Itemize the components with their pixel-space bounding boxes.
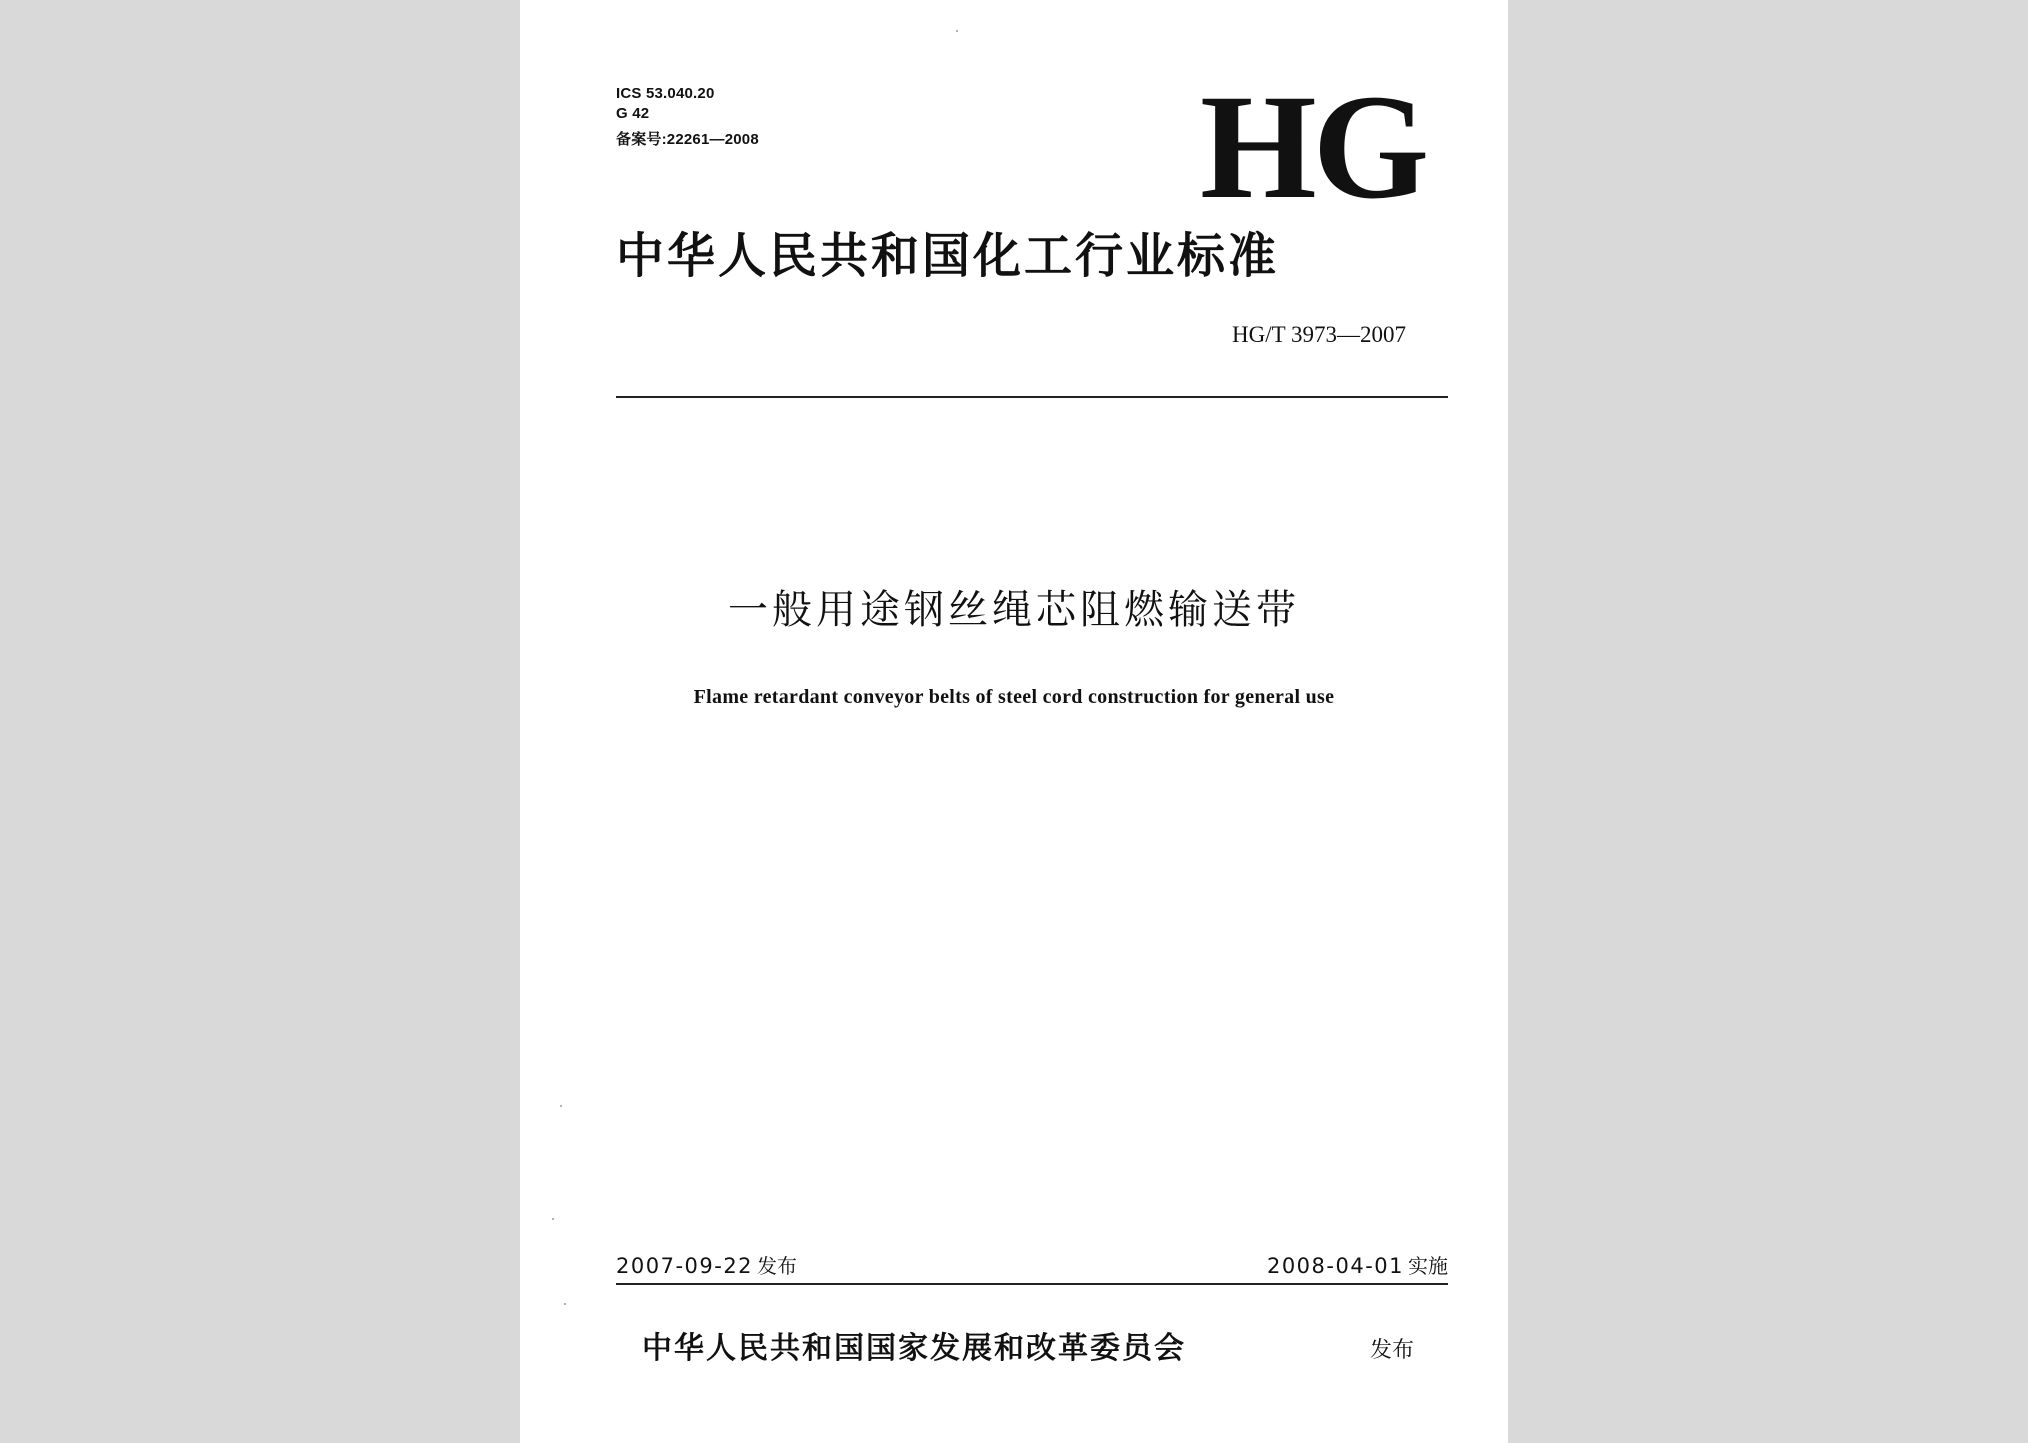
scan-speck — [560, 1105, 562, 1107]
issuing-authority-label: 发布 — [1370, 1338, 1415, 1363]
standard-number: HG/T 3973—2007 — [1232, 322, 1406, 347]
ccs-code: G 42 — [616, 105, 650, 122]
document-page — [520, 0, 1508, 1443]
ics-code: ICS 53.040.20 — [616, 85, 715, 102]
implementation-date-value: 2008-04-01 — [1266, 1254, 1404, 1278]
document-title-cn: 一般用途钢丝绳芯阻燃输送带 — [728, 587, 1300, 633]
scan-speck — [956, 30, 958, 32]
issue-date — [616, 1251, 797, 1281]
bottom-divider — [616, 1283, 1448, 1285]
scan-speck — [564, 1303, 566, 1305]
implementation-date-label: 实施 — [1408, 1254, 1448, 1278]
issuing-authority: 中华人民共和国国家发展和改革委员会 — [642, 1331, 1186, 1366]
issue-date-label: 发布 — [757, 1254, 798, 1278]
hg-logo: HG — [1200, 64, 1426, 230]
document-title-en: Flame retardant conveyor belts of steel cord construction for general use — [693, 686, 1335, 708]
scan-speck — [552, 1218, 554, 1220]
registration-number: 备案号:22261—2008 — [616, 131, 759, 148]
issue-date-value: 2007-09-22 — [616, 1254, 754, 1278]
implementation-date — [1267, 1251, 1448, 1281]
top-divider — [616, 396, 1448, 398]
standard-category-title: 中华人民共和国化工行业标准 — [616, 228, 1280, 284]
